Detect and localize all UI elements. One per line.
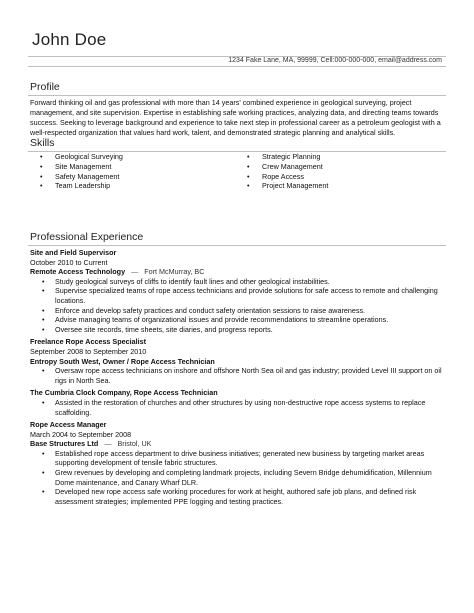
job-bullet: • Established rope access department to drive business initiatives; generated new business by targeting market areas supporting development of tensile fabric structures. [42,449,446,468]
job-bullet: • Study geological surveys of cliffs to identify fault lines and other geological instabilities. [42,277,446,287]
employer-line [30,357,446,367]
employer-line [30,439,446,449]
employer-line [30,267,446,277]
employer-location: Bristol, UK [117,439,152,449]
employer-name: The Cumbria Clock Company, Rope Access Technician [30,388,218,398]
job-entry [30,420,446,509]
contact-divider [28,66,446,67]
job-bullets [30,277,446,335]
employer-location: Fort McMurray, BC [144,267,205,277]
job-bullets [30,449,446,507]
job-title: Rope Access Manager [30,420,107,430]
skill-item: • Project Management [247,181,328,191]
job-bullet: • Supervise specialized teams of rope access technicians and provide solutions for safe access to remote and challenging locations. [42,286,446,305]
profile-divider [28,95,446,96]
job-entry [30,337,446,388]
employer-name: Entropy South West, Owner / Rope Access Technician [30,356,215,366]
experience-list [30,248,446,509]
job-entry [30,248,446,337]
job-bullet: • Grew revenues by developing and completing landmark projects, including Severn Bridge dehumidification, Millennium Dome maintenance, and Canary Wharf DLR. [42,468,446,487]
job-spacer [30,506,446,509]
skill-item: • Safety Management [40,172,123,182]
job-dates: March 2004 to September 2008 [30,429,132,439]
employer-name: Remote Access Technology [30,267,126,277]
job-dates: October 2010 to Current [30,257,108,267]
location-separator: — [104,439,112,449]
skill-item: • Site Management [40,162,123,172]
location-separator: — [131,267,139,277]
job-bullets [30,366,446,385]
skill-item: • Strategic Planning [247,152,328,162]
skill-item: • Team Leadership [40,181,123,191]
employer-name: Base Structures Ltd [30,439,99,449]
skills-heading: Skills [30,137,55,149]
job-bullets [30,398,446,417]
job-entry [30,388,446,420]
contact-line: 1234 Fake Lane, MA, 99999, Cell:000-000-000, email@address.com [228,57,442,64]
job-bullet: • Oversee site records, time sheets, site diaries, and progress reports. [42,325,446,335]
skills-list-right [247,152,328,191]
employer-line [30,388,446,398]
profile-text: Forward thinking oil and gas professional with more than 14 years' combined experience in geological surveying, project management, and site supervision. Expertise in establishing safe working practices, analyzing data, and directing teams towards success. Seeking to leverage background and experience to take next step in professional career as a petroleum geologist with a well-respected organization that values hard work, talent, and demonstrated strategic planning and analytical skills. [30,98,441,137]
job-bullet: • Enforce and develop safety practices and conduct safety orientation sessions to raise awareness. [42,306,446,316]
experience-heading: Professional Experience [30,231,144,243]
job-bullet: • Advise managing teams of organizational issues and provide recommendations to streamline operations. [42,315,446,325]
job-title: Freelance Rope Access Specialist [30,337,146,347]
skills-list-left [40,152,123,191]
job-dates: September 2008 to September 2010 [30,346,147,356]
skill-item: • Crew Management [247,162,328,172]
candidate-name: John Doe [32,30,107,49]
skill-item: • Geological Surveying [40,152,123,162]
skill-item: • Rope Access [247,172,328,182]
profile-heading: Profile [30,81,60,93]
job-bullet: • Assisted in the restoration of churches and other structures by using non-destructive rope access systems to replace scaffolding. [42,398,446,417]
experience-divider [28,245,446,246]
job-title: Site and Field Supervisor [30,248,117,257]
job-bullet: • Oversaw rope access technicians on inshore and offshore North Sea oil and gas industry; provided Level III support on oil rigs in North Sea. [42,366,446,385]
job-bullet: • Developed new rope access safe working procedures for work at height, authored safe job plans, and defined risk assessment strategies; implemented PPE logging and testing practices. [42,487,446,506]
